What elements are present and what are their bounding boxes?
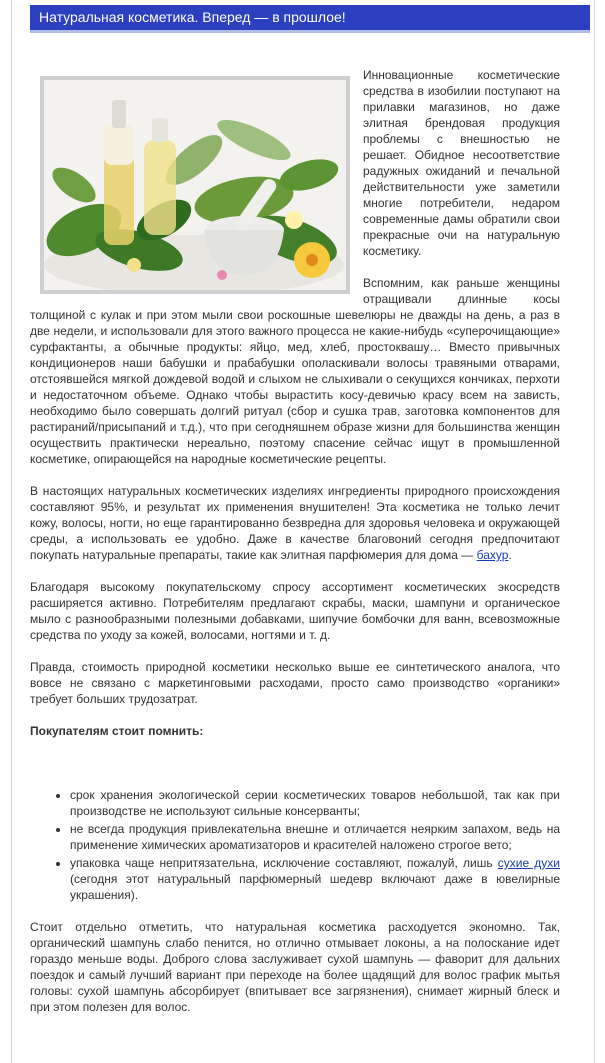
article-title: Натуральная косметика. Вперед — в прошлое! bbox=[39, 9, 346, 25]
paragraph-intro: Инновационные косметические средства в изобилии поступают на прилавки магазинов, но даже элитная брендовая продукция проблемы с внешностью не решает. Обидное несоответствие радужных ожиданий и печальной действительности уже заметили многие потребители, недаром современные дамы обратили свои прекрасные очи на натуральную косметику. bbox=[363, 68, 560, 258]
paragraph-economy: Стоит отдельно отметить, что натуральная косметика расходуется экономно. Так, органический шампунь слабо пенится, но отлично отмывает локоны, а на полоскание идет гораздо меньше воды. Доброго слова заслуживает сухой шампунь — фаворит для дальних поездок и самый лучший вариант при переходе на более щадящий для волос график мытья головы: сухой шампунь абсорбирует (впитывает все загрязнения), снимает жирный блеск и при этом полезен для волос. bbox=[30, 920, 560, 1014]
paragraph-ingredients bbox=[30, 483, 560, 563]
article-header bbox=[30, 5, 590, 33]
herbs-photo-illustration bbox=[44, 80, 346, 290]
herbs-photo-icon bbox=[40, 76, 350, 294]
paragraph-price: Правда, стоимость природной косметики несколько выше ее синтетического аналога, что вовсе не связано с маркетинговыми расходами, просто само производство «органики» требует больших трудозатрат. bbox=[30, 660, 560, 706]
dry-perfume-link[interactable]: сухие духи bbox=[497, 856, 561, 870]
paragraph-ingredients-text: В настоящих натуральных косметических изделиях ингредиенты природного происхождения составляют 95%, и результат их применения внушителен! Эта косметика не только лечит кожу, волосы, ногти, но еще гарантированно безвредна для здоровья человека и окружающей среды, а использовать ее удобно. Даже в качестве благовоний сегодня предпочитают покупать натуральные препараты, такие как элитная парфюмерия для дома — bbox=[30, 484, 560, 562]
list-item: • срок хранения экологической серии косметических товаров небольшой, так как при производстве не используют сильные консерванты; bbox=[70, 787, 560, 819]
remember-list bbox=[30, 787, 560, 903]
bakhur-link[interactable]: бахур bbox=[476, 548, 509, 562]
paragraph-ingredients-end: . bbox=[508, 548, 512, 562]
list-item bbox=[70, 855, 560, 903]
article-body bbox=[30, 67, 560, 1031]
paragraph-assortment: Благодаря высокому покупательскому спросу ассортимент косметических экосредств расширяется активно. Потребителям предлагают скрабы, маски, шампуни и органическое мыло с разнообразными полезными добавками, шипучие бомбочки для ванн, всевозможные средства по уходу за кожей, волосами, ногтями и т. д. bbox=[30, 580, 560, 642]
list-item: • не всегда продукция привлекательна внешне и отличается неярким запахом, ведь на применение химических ароматизаторов и красителей наложено строгое вето; bbox=[70, 821, 560, 853]
paragraph-history: Вспомним, как раньше женщины отращивали длинные косы толщиной с кулак и при этом мыли свои роскошные шевелюры не дважды на день, а раз в две недели, и использовали для этого важного процесса не какие-нибудь «суперочищающие» сурфактанты, а обычные продукты: яйцо, мед, хлеб, простоквашу… Вместо привычных кондиционеров наши бабушки и прабабушки ополаскивали волосы травяными отварами, отстоявшейся мягкой дождевой водой и слыхом не слыхивали о секущихся кончиках, перхоти и недостаточном объеме. Однако чтобы вырастить косу-девичью красу всем на зависть, необходимо было совершать долгий ритуал (сбор и сушка трав, заготовка компонентов для растираний/присыпаний и т.д.), что при сегодняшнем образе жизни для большинства женщин осуществить практически нереально, поэтому спасение сейчас ищут в промышленной косметике, опирающейся на народные косметические рецепты. bbox=[30, 276, 560, 466]
remember-heading: Покупателям стоит помнить: bbox=[30, 724, 204, 738]
list-item-text: упаковка чаще непритязательна, исключение составляют, пожалуй, лишь bbox=[70, 856, 498, 870]
list-item-end: (сегодня этот натуральный парфюмерный шедевр включают даже в ювелирные украшения). bbox=[70, 872, 560, 902]
